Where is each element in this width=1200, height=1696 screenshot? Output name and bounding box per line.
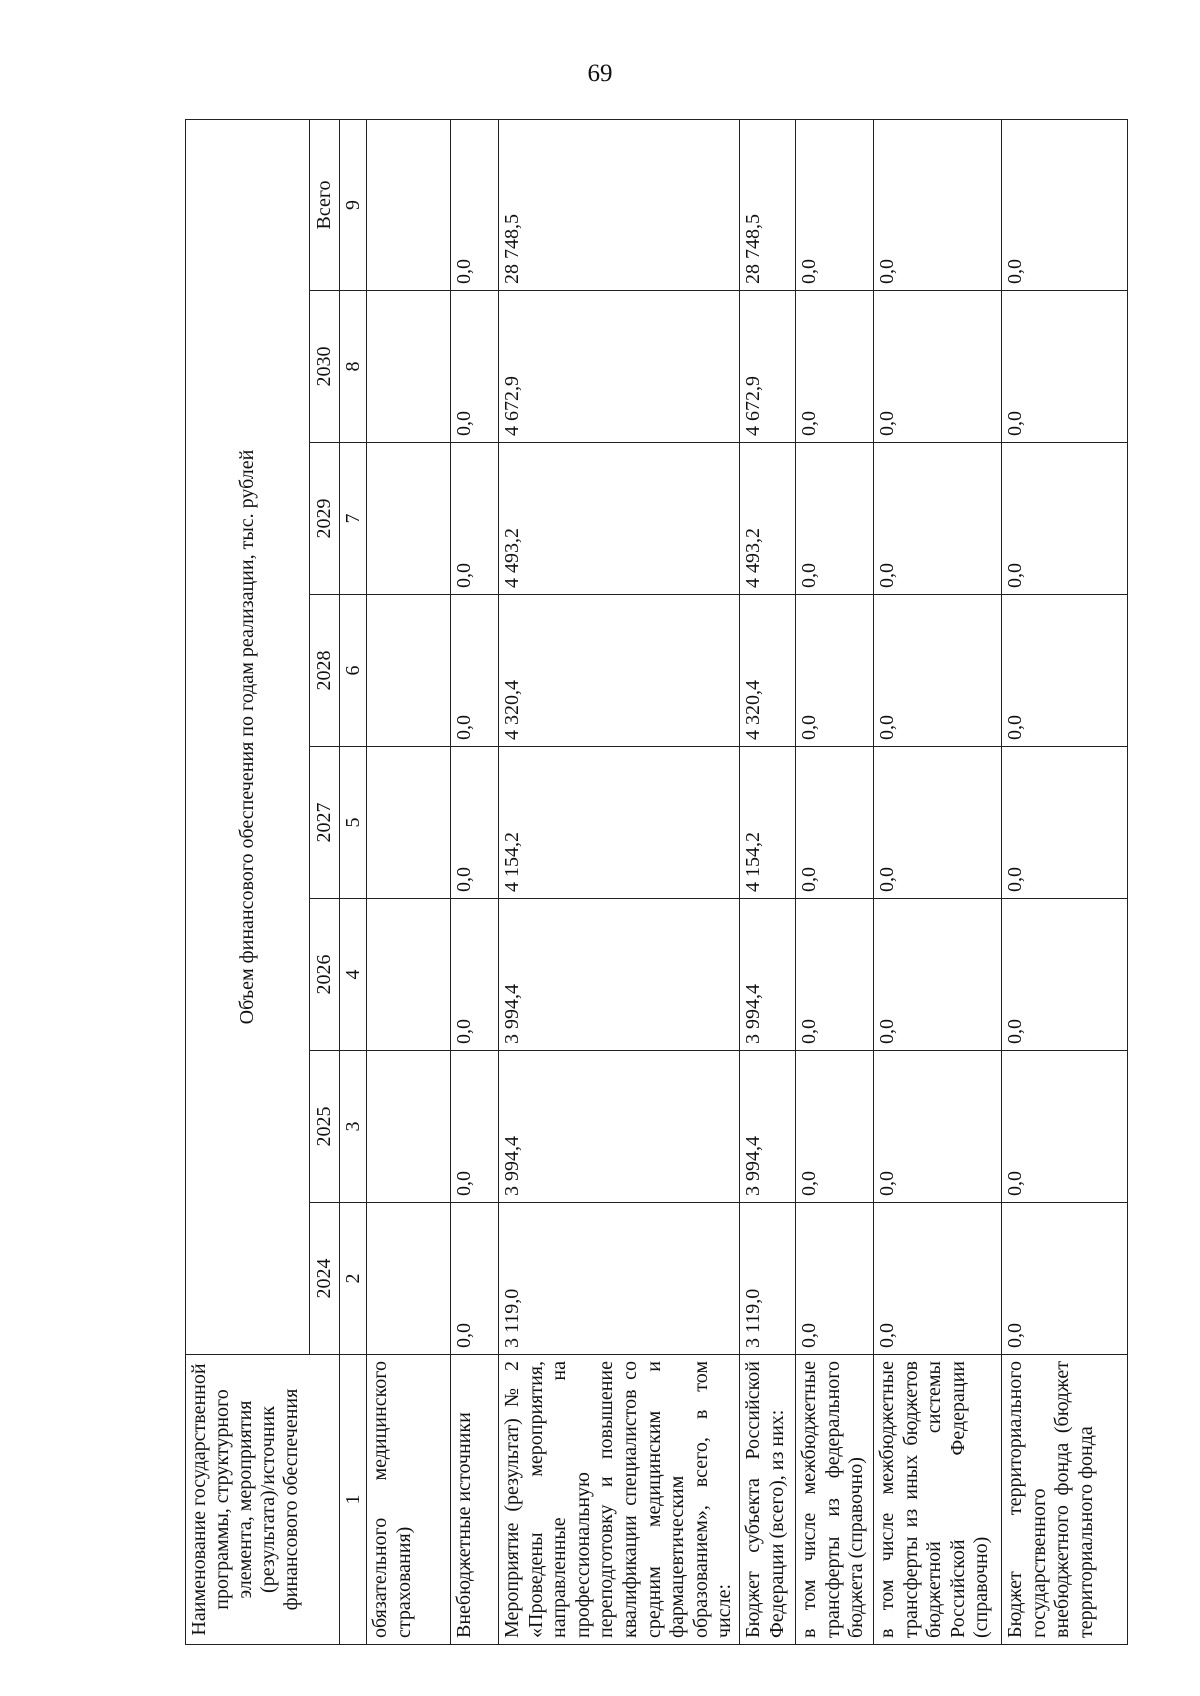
cell-value: 0,0 [451, 1203, 499, 1355]
row-name: в том числе межбюджетные трансферты из иных бюджетов бюджетной системы Российской Федерации (справочно) [873, 1355, 1001, 1645]
column-number: 5 [340, 747, 367, 899]
cell-value: 0,0 [873, 443, 1001, 595]
cell-value: 28 748,5 [739, 119, 795, 290]
financing-table [185, 119, 1128, 1645]
column-number: 3 [340, 1051, 367, 1203]
column-number: 8 [340, 291, 367, 443]
cell-value: 4 493,2 [499, 443, 740, 595]
row-name: Внебюджетные источники [451, 1355, 499, 1645]
cell-value: 0,0 [1001, 899, 1127, 1051]
column-number: 9 [340, 119, 367, 290]
cell-value: 0,0 [873, 291, 1001, 443]
header-row-top [186, 119, 310, 1644]
cell-value [367, 1051, 451, 1203]
table-row [367, 119, 451, 1644]
cell-value: 0,0 [795, 443, 873, 595]
row-name: Бюджет территориального государственного внебюджетного фонда (бюджет территориального фонда [1001, 1355, 1127, 1645]
cell-value: 4 493,2 [739, 443, 795, 595]
cell-value [367, 443, 451, 595]
cell-value: 0,0 [873, 899, 1001, 1051]
cell-value: 4 154,2 [499, 747, 740, 899]
column-number: 1 [340, 1355, 367, 1645]
cell-value [367, 291, 451, 443]
table-row [795, 119, 873, 1644]
cell-value: 0,0 [1001, 595, 1127, 747]
cell-value: 0,0 [451, 291, 499, 443]
table-row [739, 119, 795, 1644]
table-row [1001, 119, 1127, 1644]
cell-value: 0,0 [795, 747, 873, 899]
cell-value: 0,0 [1001, 1203, 1127, 1355]
cell-value: 0,0 [795, 1203, 873, 1355]
cell-value: 4 672,9 [499, 291, 740, 443]
header-year: 2030 [310, 291, 340, 443]
header-year: 2026 [310, 899, 340, 1051]
cell-value: 0,0 [795, 595, 873, 747]
table-row [499, 119, 740, 1644]
cell-value: 4 672,9 [739, 291, 795, 443]
column-number: 6 [340, 595, 367, 747]
header-year: 2024 [310, 1203, 340, 1355]
financing-table-container [185, 120, 1115, 1645]
cell-value: 0,0 [451, 119, 499, 290]
cell-value: 0,0 [873, 747, 1001, 899]
row-name: обязательного медицинского страхования) [367, 1355, 451, 1645]
cell-value: 3 119,0 [739, 1203, 795, 1355]
header-year: 2025 [310, 1051, 340, 1203]
cell-value: 28 748,5 [499, 119, 740, 290]
cell-value [367, 899, 451, 1051]
cell-value: 0,0 [795, 899, 873, 1051]
cell-value: 0,0 [1001, 443, 1127, 595]
cell-value: 4 320,4 [739, 595, 795, 747]
column-number: 7 [340, 443, 367, 595]
cell-value: 0,0 [451, 595, 499, 747]
cell-value: 0,0 [451, 899, 499, 1051]
cell-value [367, 747, 451, 899]
row-name: Мероприятие (результат) № 2 «Проведены мероприятия, направленные на профессиональную переподготовку и повышение квалификации специалистов со средним медицинским и фармацевтическим образованием», всего, в том числе: [499, 1355, 740, 1645]
row-name: в том числе межбюджетные трансферты из федерального бюджета (справочно) [795, 1355, 873, 1645]
cell-value: 0,0 [873, 1203, 1001, 1355]
cell-value: 0,0 [451, 747, 499, 899]
header-total: Всего [310, 119, 340, 290]
header-name-column: Наименование государственной программы, структурного элемента, мероприятия (результата)/источник финансового обеспечения [186, 1355, 340, 1645]
column-number: 4 [340, 899, 367, 1051]
column-number: 2 [340, 1203, 367, 1355]
column-number-row [340, 119, 367, 1644]
cell-value: 0,0 [795, 119, 873, 290]
cell-value: 0,0 [795, 1051, 873, 1203]
cell-value: 3 994,4 [739, 1051, 795, 1203]
cell-value: 3 119,0 [499, 1203, 740, 1355]
header-year: 2029 [310, 443, 340, 595]
cell-value: 4 154,2 [739, 747, 795, 899]
cell-value: 0,0 [451, 443, 499, 595]
cell-value: 0,0 [1001, 119, 1127, 290]
cell-value: 0,0 [873, 1051, 1001, 1203]
cell-value [367, 1203, 451, 1355]
cell-value: 0,0 [451, 1051, 499, 1203]
cell-value: 0,0 [795, 291, 873, 443]
cell-value: 0,0 [873, 595, 1001, 747]
header-year: 2028 [310, 595, 340, 747]
cell-value: 3 994,4 [499, 1051, 740, 1203]
cell-value [367, 595, 451, 747]
cell-value: 0,0 [1001, 291, 1127, 443]
header-year: 2027 [310, 747, 340, 899]
cell-value: 0,0 [1001, 747, 1127, 899]
page-number: 69 [587, 60, 613, 87]
cell-value: 0,0 [873, 119, 1001, 290]
header-volume: Объем финансового обеспечения по годам реализации, тыс. рублей [186, 119, 310, 1354]
cell-value: 3 994,4 [739, 899, 795, 1051]
cell-value [367, 119, 451, 290]
cell-value: 0,0 [1001, 1051, 1127, 1203]
table-row [873, 119, 1001, 1644]
cell-value: 4 320,4 [499, 595, 740, 747]
table-row [451, 119, 499, 1644]
row-name: Бюджет субъекта Российской Федерации (всего), из них: [739, 1355, 795, 1645]
cell-value: 3 994,4 [499, 899, 740, 1051]
